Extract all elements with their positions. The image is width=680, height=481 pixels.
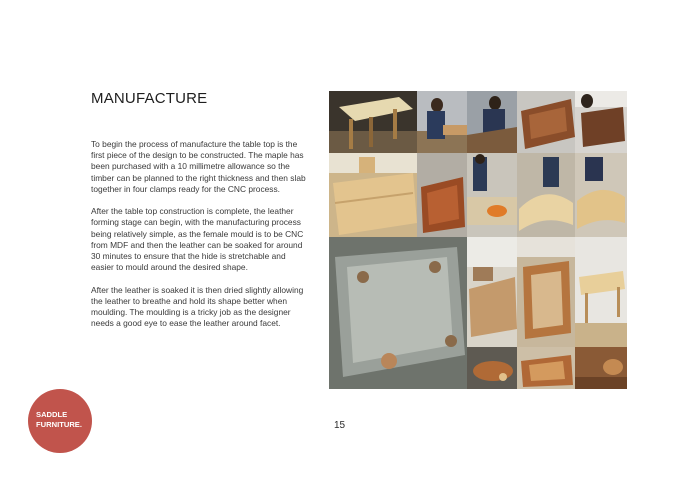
page-number: 15 [334, 420, 346, 431]
photo-leather-frame [517, 237, 575, 347]
page-title: MANUFACTURE [91, 90, 208, 107]
photo-shaped-top [575, 153, 627, 237]
photo-leather-detail [575, 347, 627, 389]
photo-worker-clamping [417, 91, 467, 153]
photo-leather-stretching [575, 91, 627, 153]
manufacture-photo-grid [329, 91, 627, 389]
paragraph-moulding: After the leather is soaked it is then dried slightly allowing the leather to breathe and hold its shape better when moulding. The moulding is a tricky job as the designer needs a good eye to ease the leather around facet. [91, 284, 304, 329]
photo-curved-top [517, 153, 575, 237]
photo-mould-board [329, 237, 467, 389]
photo-leather-piece [467, 347, 517, 389]
photo-worker-mould [467, 91, 517, 153]
photo-leather-on-mould [517, 91, 575, 153]
photo-leather-dish [517, 347, 575, 389]
logo-line-1: SADDLE [36, 410, 68, 419]
photo-leather-form [417, 153, 467, 237]
photo-workshop-pieces [467, 237, 517, 347]
body-text [91, 139, 307, 341]
paragraph-leather-forming: After the table top construction is complete, the leather forming stage can begin, with the manufacturing process being relatively simple, as the female mould is to be CNC from MDF and then the leather can be soaked for around 30 minutes to ensure that the hide is stretchable and easier to mould around the desired shape. [91, 206, 304, 273]
photo-table-assembled [575, 237, 627, 347]
logo-line-2: FURNITURE. [36, 420, 82, 429]
photo-slab-clamped [329, 153, 417, 237]
photo-worker-bench [467, 153, 517, 237]
paragraph-table-top: To begin the process of manufacture the table top is the first piece of the design to be constructed. The maple has been purchased with a 10 millimetre allowance so the timber can be planned to the right thickness and then slab together in four clamps ready for the CNC process. [91, 139, 306, 194]
logo-text [36, 410, 82, 430]
photo-table-frame [329, 91, 417, 153]
saddle-furniture-logo [28, 389, 92, 453]
